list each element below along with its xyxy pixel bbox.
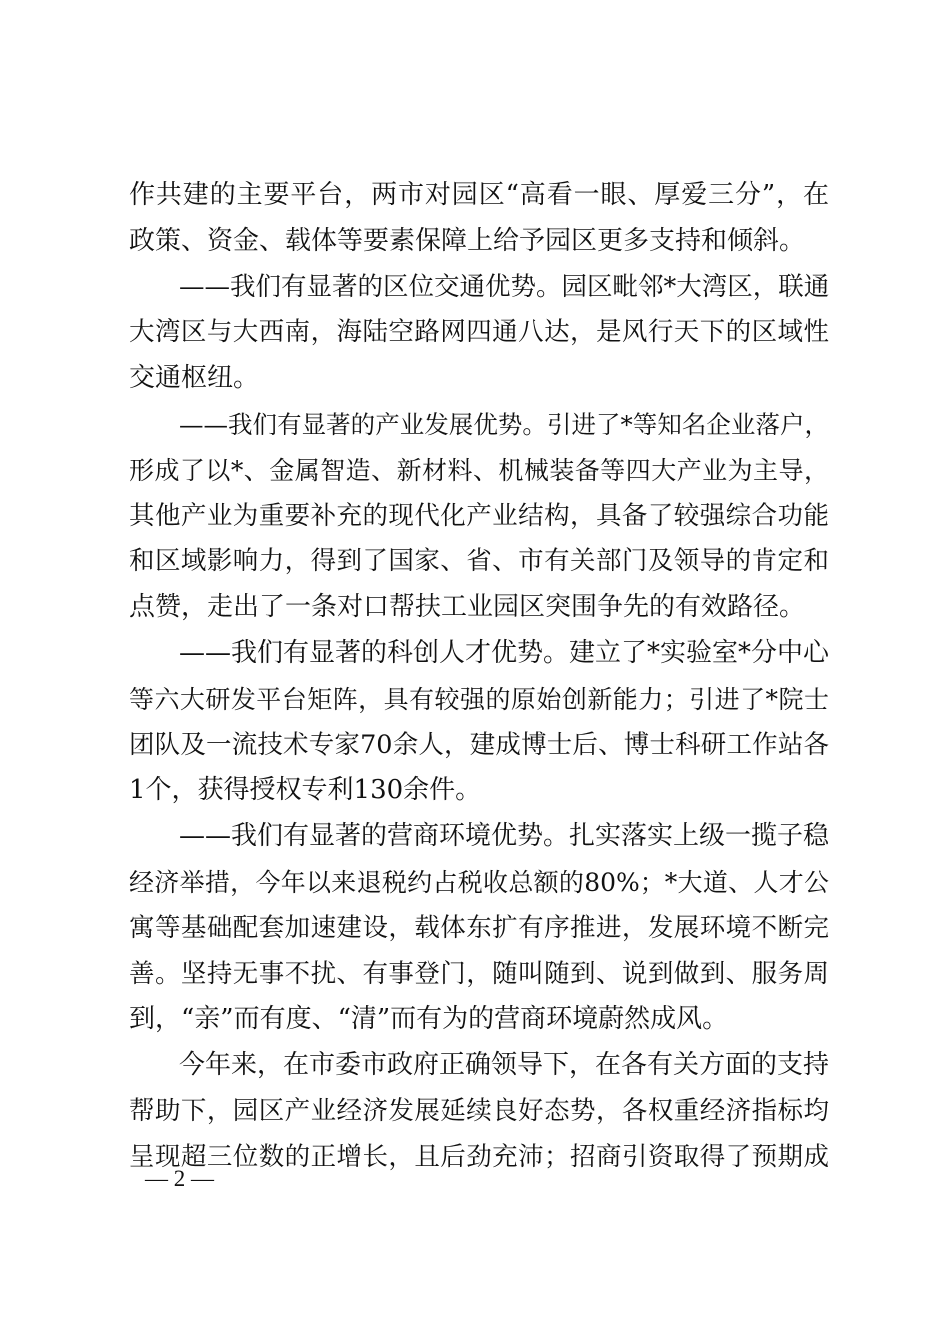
text-line: 团队及一流技术专家70余人，建成博士后、博士科研工作站各 [129, 729, 829, 760]
text-line: 帮助下，园区产业经济发展延续良好态势，各权重经济指标均 [129, 1095, 829, 1126]
text-line: 寓等基础配套加速建设，载体东扩有序推进，发展环境不断完 [129, 912, 829, 943]
page-number: — 2 — [145, 1166, 214, 1191]
text-line: ——我们有显著的营商环境优势。扎实落实上级一揽子稳 [179, 821, 830, 852]
text-line: 等六大研发平台矩阵，具有较强的原始创新能力；引进了*院士 [129, 684, 829, 714]
text-line: 交通枢纽。 [129, 363, 260, 394]
text-line: ——我们有显著的区位交通优势。园区毗邻*大湾区，联通 [179, 271, 830, 302]
text-line: 形成了以*、金属智造、新材料、机械装备等四大产业为主导， [129, 455, 829, 485]
text-line: 今年来，在市委市政府正确领导下，在各有关方面的支持 [179, 1050, 830, 1081]
text-line: 呈现超三位数的正增长，且后劲充沛；招商引资取得了预期成 [129, 1141, 829, 1172]
text-line: 1个，获得授权专利130余件。 [129, 775, 482, 806]
text-line: 点赞，走出了一条对口帮扶工业园区突围争先的有效路径。 [129, 592, 806, 623]
text-line: 和区域影响力，得到了国家、省、市有关部门及领导的肯定和 [129, 546, 829, 577]
document-body [129, 173, 829, 1181]
text-line: ——我们有显著的产业发展优势。引进了*等知名企业落户， [179, 409, 829, 439]
text-line: 其他产业为重要补充的现代化产业结构，具备了较强综合功能 [129, 500, 829, 531]
text-line: 作共建的主要平台，两市对园区“高看一眼、厚爱三分”，在 [129, 180, 829, 210]
text-line: 到，“亲”而有度、“清”而有为的营商环境蔚然成风。 [129, 1004, 729, 1035]
text-line: 善。坚持无事不扰、有事登门，随叫随到、说到做到、服务周 [129, 958, 829, 989]
text-line: 经济举措，今年以来退税约占税收总额的80%；*大道、人才公 [129, 867, 829, 897]
text-line: 大湾区与大西南，海陆空路网四通八达，是风行天下的区域性 [129, 317, 829, 348]
text-line: 政策、资金、载体等要素保障上给予园区更多支持和倾斜。 [129, 225, 806, 256]
text-line: ——我们有显著的科创人才优势。建立了*实验室*分中心 [179, 637, 830, 668]
